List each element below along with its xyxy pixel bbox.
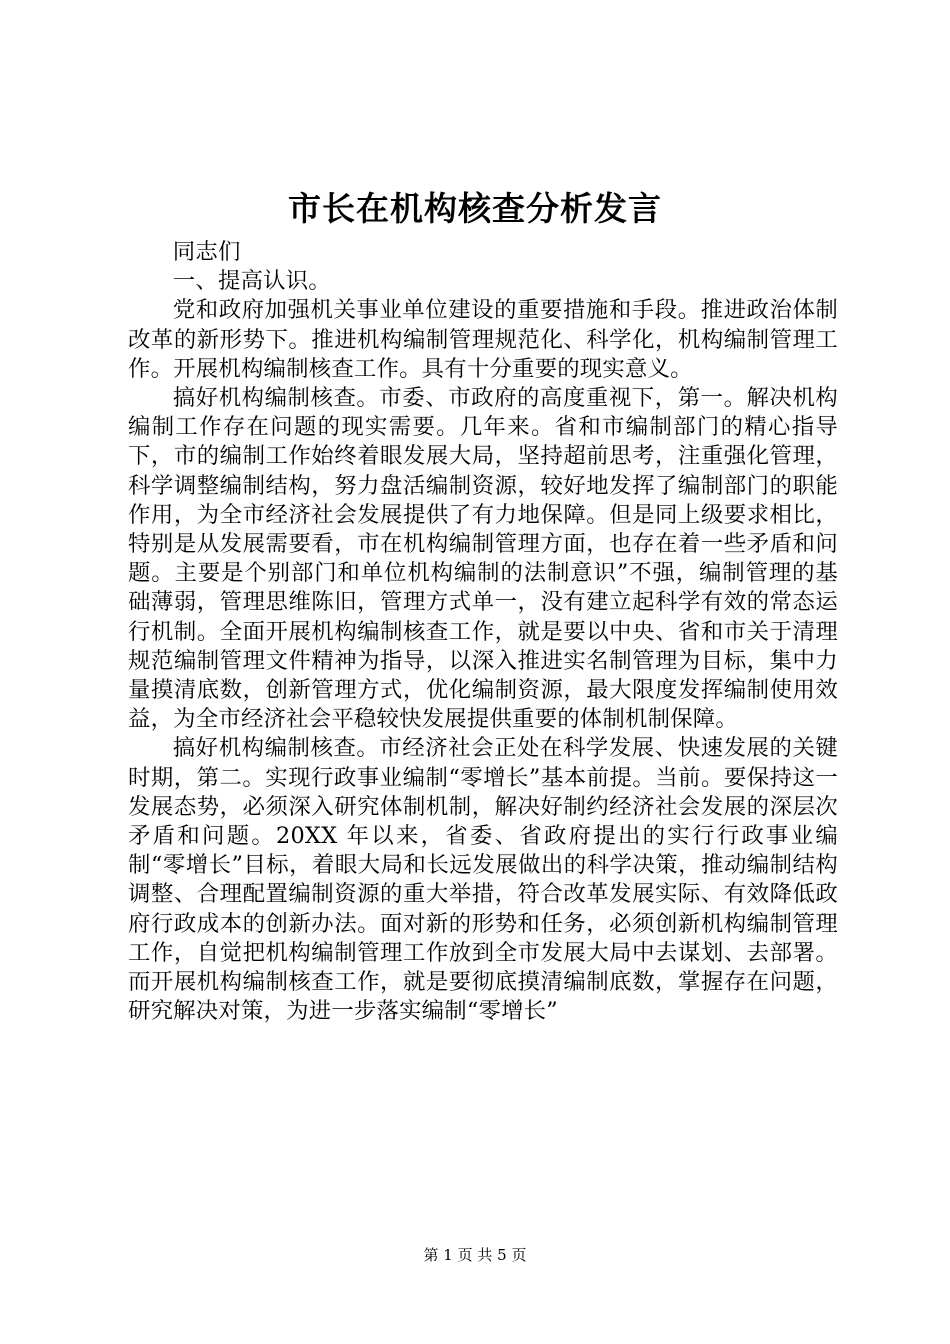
body-paragraph: 搞好机构编制核查。市委、市政府的高度重视下，第一。解决机构编制工作存在问题的现实需要。几年来。省和市编制部门的精心指导下，市的编制工作始终着眼发展大局，坚持超前思考，注重强化管理，科学调整编制结构，努力盘活编制资源，较好地发挥了编制部门的职能作用，为全市经济社会发展提供了有力地保障。但是同上级要求相比，特别是从发展需要看，市在机构编制管理方面，也存在着一些矛盾和问题。主要是个别部门和单位机构编制的法制意识”不强，编制管理的基础薄弱，管理思维陈旧，管理方式单一，没有建立起科学有效的常态运行机制。全面开展机构编制核查工作，就是要以中央、省和市关于清理规范编制管理文件精神为指导，以深入推进实名制管理为目标，集中力量摸清底数，创新管理方式，优化编制资源，最大限度发挥编制使用效益，为全市经济社会平稳较快发展提供重要的体制机制保障。 xyxy=(128,385,838,733)
page-footer: 第 1 页 共 5 页 xyxy=(423,1246,527,1264)
body-paragraph: 搞好机构编制核查。市经济社会正处在科学发展、快速发展的关键时期，第二。实现行政事业编制“零增长”基本前提。当前。要保持这一发展态势，必须深入研究体制机制，解决好制约经济社会发展的深层次矛盾和问题。20XX 年以来，省委、省政府提出的实行行政事业编制“零增长”目标，着眼大局和长远发展做出的科学决策，推动编制结构调整、合理配置编制资源的重大举措，符合改革发展实际、有效降低政府行政成本的创新办法。面对新的形势和任务，必须创新机构编制管理工作，自觉把机构编制管理工作放到全市发展大局中去谋划、去部署。而开展机构编制核查工作，就是要彻底摸清编制底数，掌握存在问题，研究解决对策，为进一步落实编制“零增长” xyxy=(128,735,838,1025)
body-paragraph: 党和政府加强机关事业单位建设的重要措施和手段。推进政治体制改革的新形势下。推进机构编制管理规范化、科学化，机构编制管理工作。开展机构编制核查工作。具有十分重要的现实意义。 xyxy=(128,297,838,382)
document-body xyxy=(128,238,838,1026)
salutation: 同志们 xyxy=(172,239,241,265)
document-title: 市长在机构核查分析发言 xyxy=(288,189,662,228)
section-heading: 一、提高认识。 xyxy=(172,268,331,295)
